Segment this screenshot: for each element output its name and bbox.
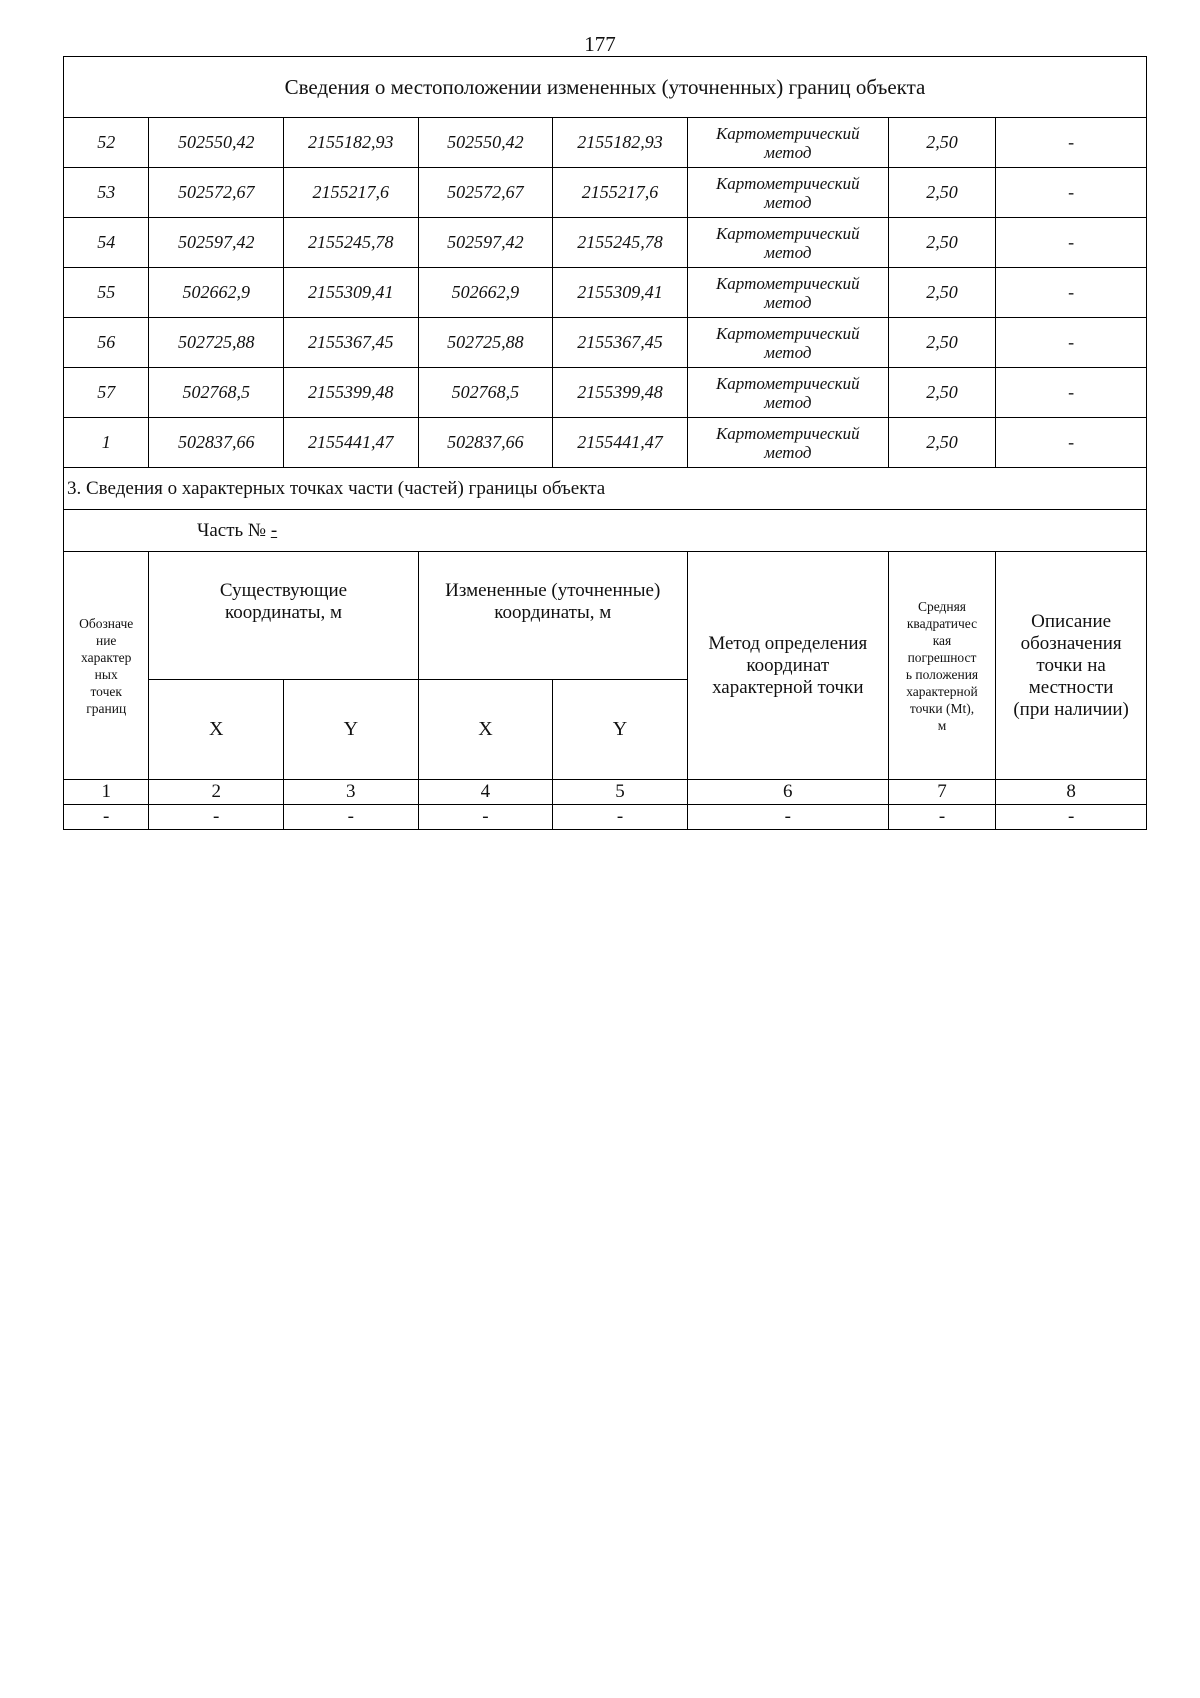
- cell-error: 2,50: [888, 418, 995, 468]
- header-x-changed: X: [418, 680, 553, 780]
- cell-point: 56: [64, 318, 149, 368]
- cell-y-exist: 2155245,78: [284, 218, 419, 268]
- cell-y-exist: 2155399,48: [284, 368, 419, 418]
- part-value: -: [270, 519, 278, 541]
- table-row: [64, 218, 1147, 268]
- cell-method: Картометрический метод: [687, 218, 888, 268]
- cell-x-exist: 502550,42: [149, 118, 284, 168]
- cell-y-new: 2155441,47: [553, 418, 688, 468]
- header-existing-coords: Существующие координаты, м: [149, 552, 418, 680]
- cell-y-exist: 2155367,45: [284, 318, 419, 368]
- header-point-designation: Обозначе ние характер ных точек границ: [64, 552, 149, 780]
- column-number: 4: [418, 780, 553, 805]
- cell-y-exist: 2155217,6: [284, 168, 419, 218]
- column-number: 3: [284, 780, 419, 805]
- cell-y-exist: 2155441,47: [284, 418, 419, 468]
- cell-x-exist: 502597,42: [149, 218, 284, 268]
- cell-error: 2,50: [888, 368, 995, 418]
- cell-method: Картометрический метод: [687, 318, 888, 368]
- cell-description: -: [996, 318, 1147, 368]
- cell-x-exist: 502662,9: [149, 268, 284, 318]
- column-number: 7: [888, 780, 995, 805]
- cell-y-new: 2155399,48: [553, 368, 688, 418]
- cell-description: -: [996, 168, 1147, 218]
- cell-method: Картометрический метод: [687, 168, 888, 218]
- cell-point: 55: [64, 268, 149, 318]
- cell-description: -: [996, 218, 1147, 268]
- table-row: [64, 318, 1147, 368]
- column-number: 2: [149, 780, 284, 805]
- cell-y-exist: 2155182,93: [284, 118, 419, 168]
- cell-point: 1: [64, 418, 149, 468]
- cell-method: Картометрический метод: [687, 418, 888, 468]
- cell-method: Картометрический метод: [687, 368, 888, 418]
- header-x-existing: X: [149, 680, 284, 780]
- cell-y-new: 2155182,93: [553, 118, 688, 168]
- header-y-changed: Y: [553, 680, 688, 780]
- cell-point: 53: [64, 168, 149, 218]
- cell-x-new: 502550,42: [418, 118, 553, 168]
- cell-x-new: 502597,42: [418, 218, 553, 268]
- empty-cell: -: [64, 805, 149, 830]
- empty-cell: -: [418, 805, 553, 830]
- column-number: 5: [553, 780, 688, 805]
- cell-y-new: 2155367,45: [553, 318, 688, 368]
- cell-description: -: [996, 368, 1147, 418]
- cell-y-new: 2155245,78: [553, 218, 688, 268]
- empty-cell: -: [888, 805, 995, 830]
- cell-x-new: 502837,66: [418, 418, 553, 468]
- cell-error: 2,50: [888, 318, 995, 368]
- table-row: [64, 268, 1147, 318]
- cell-y-new: 2155309,41: [553, 268, 688, 318]
- table-row: [64, 118, 1147, 168]
- cell-description: -: [996, 418, 1147, 468]
- cell-x-exist: 502725,88: [149, 318, 284, 368]
- cell-x-new: 502662,9: [418, 268, 553, 318]
- header-changed-coords: Измененные (уточненные) координаты, м: [418, 552, 687, 680]
- cell-description: -: [996, 118, 1147, 168]
- section3-title: 3. Сведения о характерных точках части (частей) границы объекта: [64, 468, 1147, 510]
- cell-error: 2,50: [888, 268, 995, 318]
- empty-cell: -: [553, 805, 688, 830]
- cell-x-new: 502572,67: [418, 168, 553, 218]
- header-y-existing: Y: [284, 680, 419, 780]
- table-row: [64, 168, 1147, 218]
- page-number: 177: [584, 32, 616, 56]
- cell-error: 2,50: [888, 218, 995, 268]
- header-description: Описание обозначения точки на местности (при наличии): [996, 552, 1147, 780]
- column-number: 1: [64, 780, 149, 805]
- cell-y-exist: 2155309,41: [284, 268, 419, 318]
- part-label: Часть №: [197, 519, 271, 541]
- cell-x-new: 502768,5: [418, 368, 553, 418]
- cell-x-exist: 502768,5: [149, 368, 284, 418]
- boundary-table: [63, 56, 1147, 830]
- cell-method: Картометрический метод: [687, 268, 888, 318]
- table-row: [64, 368, 1147, 418]
- table-title: Сведения о местоположении измененных (уточненных) границ объекта: [64, 57, 1147, 118]
- empty-cell: -: [149, 805, 284, 830]
- cell-x-exist: 502837,66: [149, 418, 284, 468]
- cell-point: 52: [64, 118, 149, 168]
- cell-point: 54: [64, 218, 149, 268]
- cell-x-new: 502725,88: [418, 318, 553, 368]
- cell-y-new: 2155217,6: [553, 168, 688, 218]
- header-error: Средняя квадратичес кая погрешност ь положения характерной точки (Mt), м: [888, 552, 995, 780]
- empty-cell: -: [996, 805, 1147, 830]
- header-method: Метод определения координат характерной точки: [687, 552, 888, 780]
- column-number: 6: [687, 780, 888, 805]
- empty-cell: -: [687, 805, 888, 830]
- empty-cell: -: [284, 805, 419, 830]
- cell-point: 57: [64, 368, 149, 418]
- table-row: [64, 418, 1147, 468]
- cell-x-exist: 502572,67: [149, 168, 284, 218]
- cell-method: Картометрический метод: [687, 118, 888, 168]
- cell-error: 2,50: [888, 118, 995, 168]
- cell-error: 2,50: [888, 168, 995, 218]
- column-number: 8: [996, 780, 1147, 805]
- part-number: [64, 510, 1147, 552]
- cell-description: -: [996, 268, 1147, 318]
